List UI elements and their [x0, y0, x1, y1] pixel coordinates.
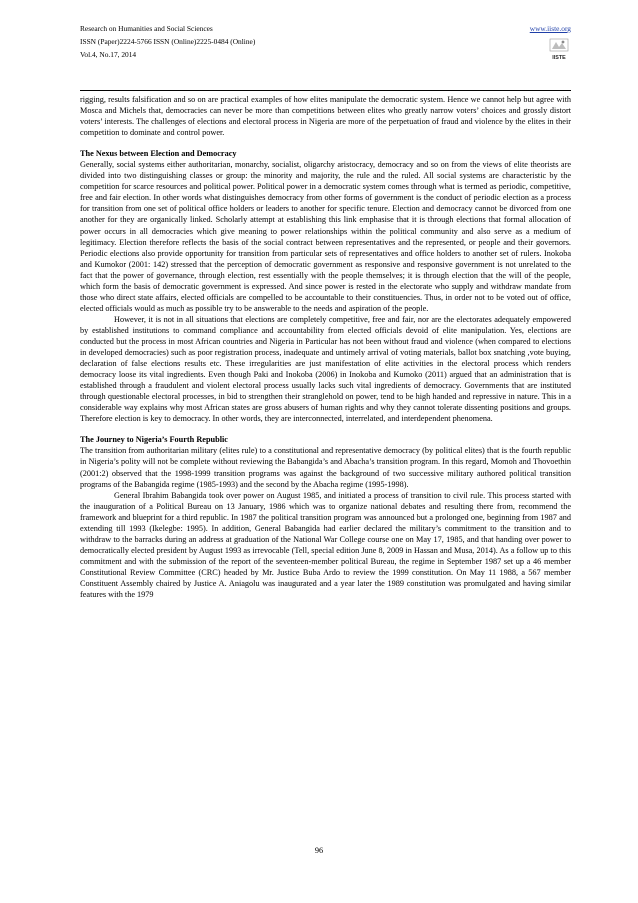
iiste-logo-icon: [549, 38, 569, 62]
journal-url-link[interactable]: www.iiste.org: [529, 24, 571, 33]
paragraph-journey-2: General Ibrahim Babangida took over power on August 1985, and initiated a process of transition to civil rule. This process started with the inauguration of a Political Bureau on 13 January, 1986 which was to organize national debates and resulting there from, recommend the framework and blueprint for a third republic. In 1987 the political transition program was announced but a prolonged one, beginning from 1987 and extending till 1993 (Ikelegbe: 1995). In addition, General Babangida had earlier declared the military’s commitment to the transition and to withdraw to the barracks during an address at graduation of the National War College course one on May 17, 1985, and that handing over power to democratically elected president by August 1993 as irrevocable (Tell, special edition June 8, 2009 in Hassan and Musa, 2014). As a follow up to this commitment and with the submission of the report of the seventeen-member political Bureau, the regime in September 1987 set up a 46 member Constitutional Review Committee (CRC) headed by Mr. Justice Buba Ardo to review the 1999 constitution. On May 11 1988, a 567 member Constituent Assembly chaired by Justice A. Aniagolu was inaugurated and a year later the 1989 constitution was promulgated and having similar features with the 1979: [80, 490, 571, 600]
paragraph-intro: rigging, results falsification and so on are practical examples of how elites manipulate the democratic system. Hence we cannot help but agree with Mosca and Michels that, democracies can never be more than competitions between elites who greatly narrow voters’ choices and grossly distort voters’ interests. The challenges of elections and electoral process in Nigeria are more of the perpetuation of fraud and violence by the elites in their competition to dominate and control power.: [80, 95, 571, 138]
journal-title: Research on Humanities and Social Sciences: [80, 24, 213, 33]
paragraph-nexus-1: Generally, social systems either authoritarian, monarchy, socialist, oligarchy aristocracy, democracy and so on from the views of elite theorists are divided into two distinguishing classes or group: the minority and majority, the rule and the ruled. All social systems are characteristic by the competition for scarce resources and political power. Political power in a democratic system comes through what is termed as periodic, competitive, free and fair election. In other words what distinguishes democracy from other forms of government is the conduct of periodic election as a process for transition from one set of political office holders or leaders to another for specific tenure. Election and democracy cannot be divorced from one another for they are organically linked. Scholarly attempt at establishing this link emphasise that it is through elections that formal allocation of power occurs in all democracies which give meaning to power relationships within the political community and also serve as a medium of legitimacy. Election therefore reflects the basis of the social contract between representatives and the represented, or people and their governors. Periodic elections also provide opportunity for transition from particular sets of representatives and office holders to another set of rulers. Inokoba and Kumokor (2001: 142) stressed that the perception of democratic government as responsive and responsive government is not unrelated to the fact that the power of governance, through election, rest essentially with the people themselves; it is through election that the will of the people, which form the basis of democratic government is expressed. And since power is rested in the electorate who supply and withdraw mandate from those who direct state affairs, elected officials are compelled to be accountable to their constituencies. Thus, in order not to be voted out of office, elected officials would as much as possible try to be answerable to the needs and aspiration of the people.: [80, 160, 571, 313]
paragraph-journey-1: The transition from authoritarian military (elites rule) to a constitutional and representative democracy (by political elites) that is the fourth republic in Nigeria’s polity will not be complete without reviewing the Babangida’s and Abacha’s transition program. In this regard, Momoh and Thovoethin (2001:2) observed that the 1998-1999 transition programs was against the background of two successive military authored political transition programs of the Babangida regime (1985-1993) and the second by the Abacha regime (1995-1998).: [80, 446, 571, 489]
journal-issn: ISSN (Paper)2224-5766 ISSN (Online)2225-0484 (Online): [80, 37, 256, 46]
section-heading-nexus: The Nexus between Election and Democracy: [80, 149, 237, 159]
page-number: 96: [314, 846, 324, 855]
header-rule: [80, 90, 571, 91]
journal-volume: Vol.4, No.17, 2014: [80, 50, 137, 59]
logo-lettering: IISTE: [552, 55, 566, 61]
article-body: [80, 94, 571, 600]
journal-header: [80, 22, 571, 78]
section-heading-journey: The Journey to Nigeria’s Fourth Republic: [80, 435, 228, 445]
paragraph-nexus-2: However, it is not in all situations that elections are completely competitive, free and fair, nor are the electorates adequately empowered by established institutions to command compliance and accountability from elected officials devoid of elite manipulation. Yes, elections are conducted but the process in most African countries and Nigeria in Particular has not been without fraud and violence (when compared to elections in developed democracies) such as poor registration process, inadequate and untimely arrival of voting materials, ballot box snatching ,vote buying, declaration of false elections results etc. These irregularities are just manifestation of elite activities in the electoral process which renders democracy loose its vital ingredients. Even though Paki and Inokoba (2006) in Inokoba and Kumoko (2011) argued that an administration that is established through a fraudulent and violent electoral process usually lacks such vital ingredients of democracy. Governments that are instituted through questionable electoral processes, in bid to strengthen their stranglehold on power, tend to be high handed and repressive in nature. This in a considerable way explains why most African states are gross abusers of human rights and why they cannot tolerate dissenting positions and groups. Therefore election is key to democracy. In other words, they are interconnected, interrelated, and interdependent phenomena.: [80, 314, 571, 424]
